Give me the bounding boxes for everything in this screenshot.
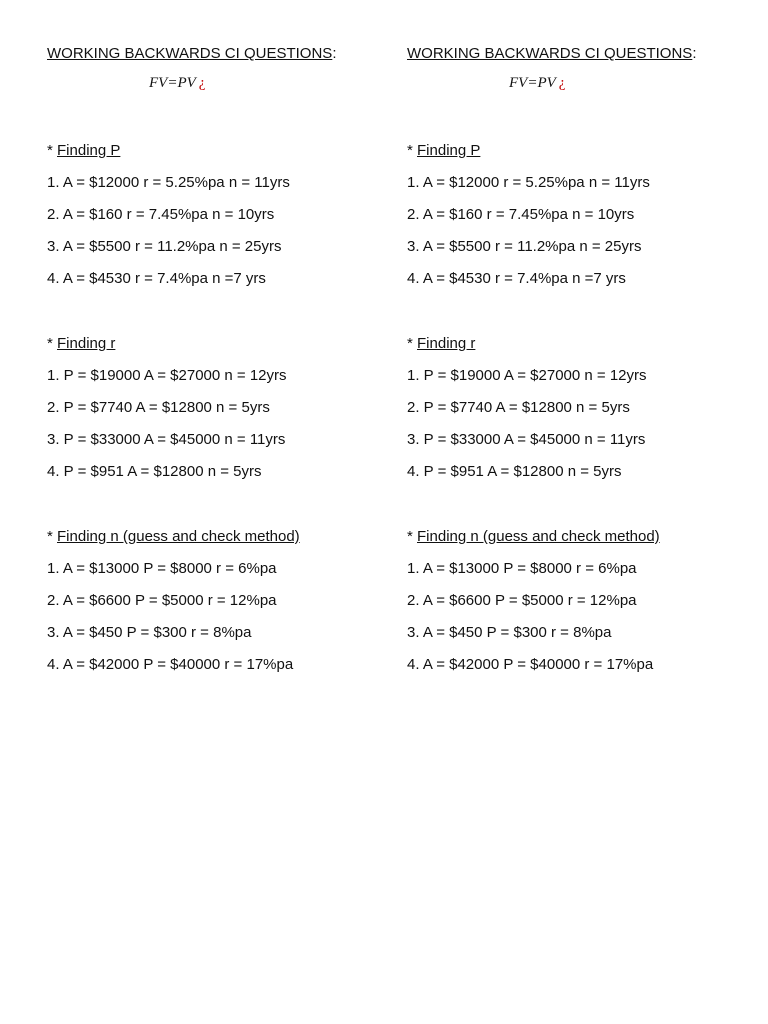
title-colon: : xyxy=(332,45,337,62)
question: 4. P = $951 A = $12800 n = 5yrs xyxy=(407,463,622,480)
bullet: * xyxy=(407,528,418,545)
section-heading-text: Finding P xyxy=(417,142,481,159)
section-heading-finding-p xyxy=(407,141,480,161)
question: 1. P = $19000 A = $27000 n = 12yrs xyxy=(47,367,287,384)
question: 1. P = $19000 A = $27000 n = 12yrs xyxy=(407,367,647,384)
section-heading-finding-p xyxy=(47,141,120,161)
bullet: * xyxy=(407,335,418,352)
question: 1. A = $12000 r = 5.25%pa n = 11yrs xyxy=(47,174,290,191)
section-heading-text: Finding n (guess and check method) xyxy=(57,528,300,545)
section-heading-finding-n xyxy=(47,527,300,547)
section-heading-text: Finding r xyxy=(417,335,476,352)
title-colon: : xyxy=(692,45,697,62)
question: 4. P = $951 A = $12800 n = 5yrs xyxy=(47,463,262,480)
formula xyxy=(149,73,205,93)
question: 3. A = $450 P = $300 r = 8%pa xyxy=(407,624,612,641)
bullet: * xyxy=(47,528,58,545)
question: 4. A = $42000 P = $40000 r = 17%pa xyxy=(47,656,294,673)
question: 2. A = $160 r = 7.45%pa n = 10yrs xyxy=(47,206,275,223)
question: 3. P = $33000 A = $45000 n = 11yrs xyxy=(407,431,646,448)
question: 2. A = $160 r = 7.45%pa n = 10yrs xyxy=(407,206,635,223)
question: 2. A = $6600 P = $5000 r = 12%pa xyxy=(47,592,277,609)
question: 2. P = $7740 A = $12800 n = 5yrs xyxy=(47,399,270,416)
bullet: * xyxy=(47,142,58,159)
section-heading-finding-n xyxy=(407,527,660,547)
worksheet-title xyxy=(47,44,336,64)
section-heading-text: Finding n (guess and check method) xyxy=(417,528,660,545)
formula-mark: ¿ xyxy=(558,75,566,91)
question: 3. A = $450 P = $300 r = 8%pa xyxy=(47,624,252,641)
formula xyxy=(509,73,565,93)
section-heading-text: Finding P xyxy=(57,142,121,159)
question: 4. A = $4530 r = 7.4%pa n =7 yrs xyxy=(47,270,266,287)
title-text: WORKING BACKWARDS CI QUESTIONS xyxy=(47,45,333,62)
bullet: * xyxy=(47,335,58,352)
question: 3. A = $5500 r = 11.2%pa n = 25yrs xyxy=(407,238,642,255)
question: 3. A = $5500 r = 11.2%pa n = 25yrs xyxy=(47,238,282,255)
section-heading-text: Finding r xyxy=(57,335,116,352)
formula-text: FV=PV xyxy=(509,75,556,91)
question: 4. A = $42000 P = $40000 r = 17%pa xyxy=(407,656,654,673)
question: 3. P = $33000 A = $45000 n = 11yrs xyxy=(47,431,286,448)
question: 1. A = $12000 r = 5.25%pa n = 11yrs xyxy=(407,174,650,191)
question: 2. A = $6600 P = $5000 r = 12%pa xyxy=(407,592,637,609)
question: 2. P = $7740 A = $12800 n = 5yrs xyxy=(407,399,630,416)
section-heading-finding-r xyxy=(47,334,115,354)
formula-text: FV=PV xyxy=(149,75,196,91)
question: 1. A = $13000 P = $8000 r = 6%pa xyxy=(47,560,277,577)
section-heading-finding-r xyxy=(407,334,475,354)
question: 4. A = $4530 r = 7.4%pa n =7 yrs xyxy=(407,270,626,287)
title-text: WORKING BACKWARDS CI QUESTIONS xyxy=(407,45,693,62)
question: 1. A = $13000 P = $8000 r = 6%pa xyxy=(407,560,637,577)
bullet: * xyxy=(407,142,418,159)
formula-mark: ¿ xyxy=(198,75,206,91)
worksheet-title xyxy=(407,44,696,64)
